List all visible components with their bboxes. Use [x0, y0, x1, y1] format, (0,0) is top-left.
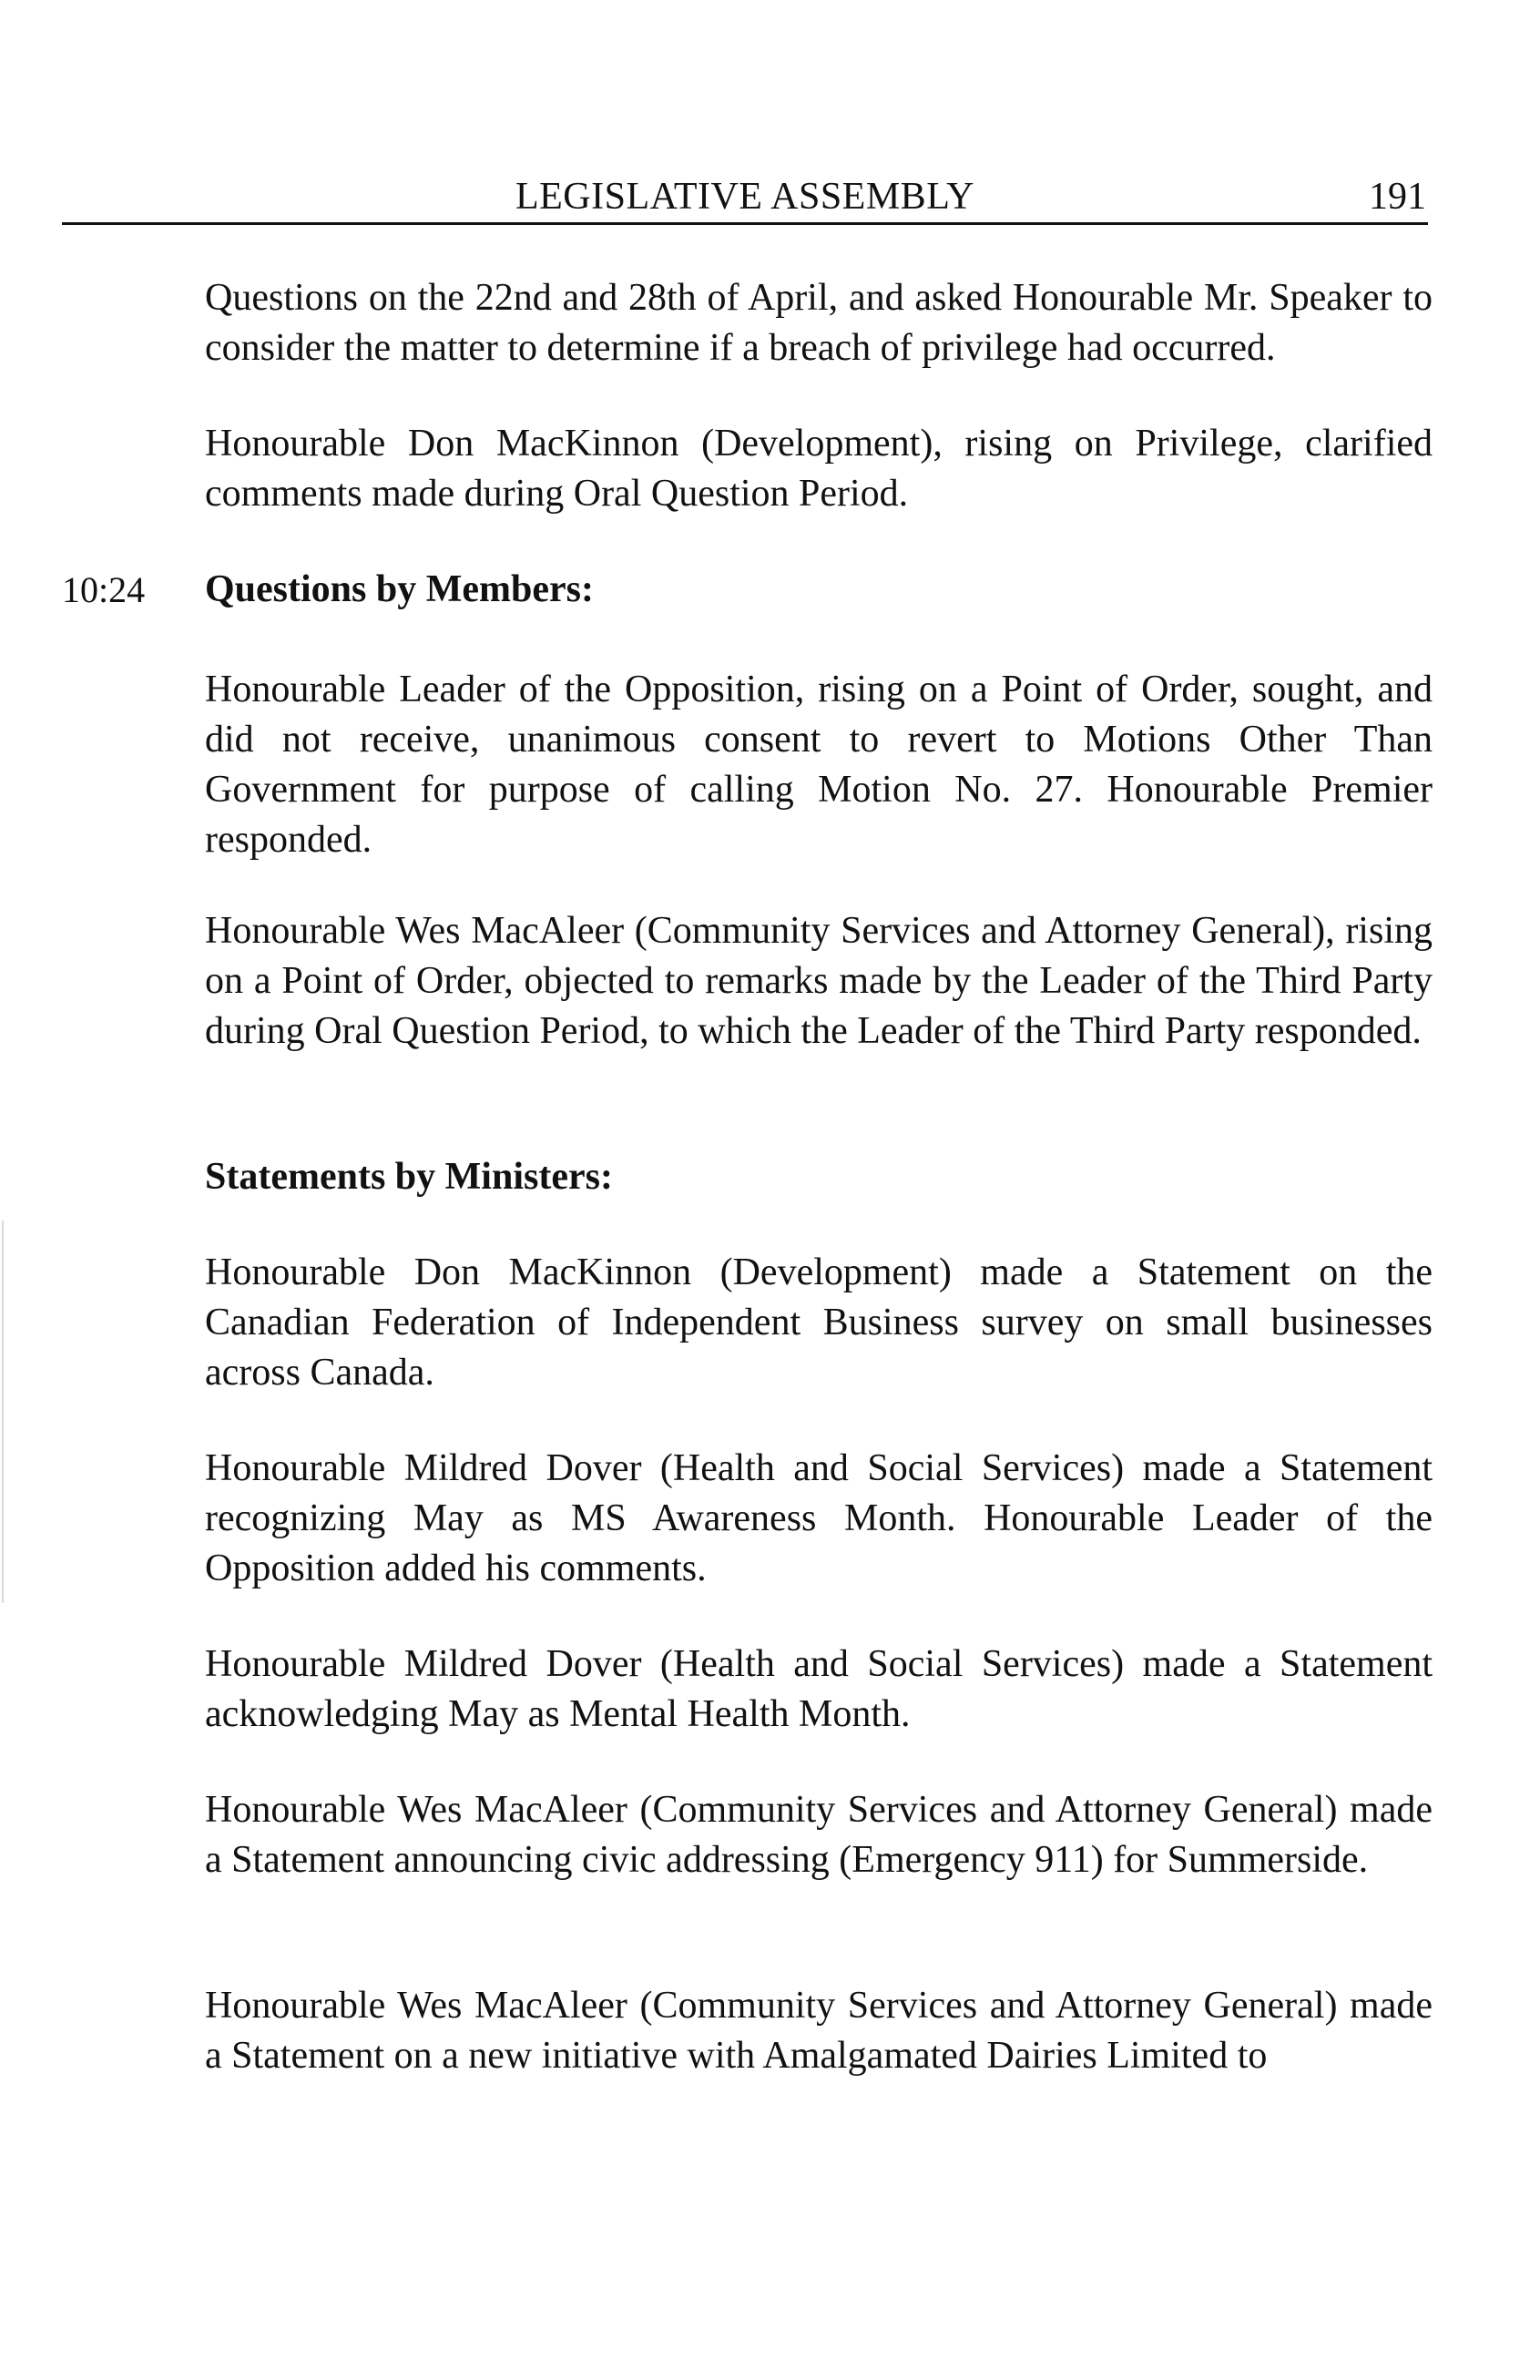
page-header [62, 175, 1428, 230]
paragraph-point-of-order-macaleer: Honourable Wes MacAleer (Community Services and Attorney General), rising on a Point of Order, objected to remarks made by the Leader of the Third Party during Oral Question Period, to which the Leader of the Third Party responded. [205, 910, 1433, 1052]
running-title: LEGISLATIVE ASSEMBLY [515, 176, 974, 218]
header-rule [62, 222, 1428, 225]
paragraph-statement-macaleer-911: Honourable Wes MacAleer (Community Services and Attorney General) made a Statement announcing civic addressing (Emergency 911) for Summerside. [205, 1789, 1433, 1881]
paragraph-statement-mackinnon: Honourable Don MacKinnon (Development) made a Statement on the Canadian Federation of Independent Business survey on small businesses across Canada. [205, 1251, 1433, 1394]
paragraph-statement-dover-mental-health: Honourable Mildred Dover (Health and Social Services) made a Statement acknowledging May as Mental Health Month. [205, 1643, 1433, 1735]
section-heading-questions: Questions by Members: [205, 568, 594, 610]
paragraph-privilege: Honourable Don MacKinnon (Development), rising on Privilege, clarified comments made during Oral Question Period. [205, 423, 1433, 515]
page-number: 191 [1369, 176, 1426, 218]
paragraph-point-of-order-opposition: Honourable Leader of the Opposition, rising on a Point of Order, sought, and did not receive, unanimous consent to revert to Motions Other Than Government for purpose of calling Motion No. 27. Honourable Premier responded. [205, 669, 1433, 861]
paragraph-continuation: Questions on the 22nd and 28th of April, and asked Honourable Mr. Speaker to consider the matter to determine if a breach of privilege had occurred. [205, 277, 1433, 369]
scan-edge-mark [2, 1221, 4, 1603]
paragraph-statement-macaleer-dairies: Honourable Wes MacAleer (Community Services and Attorney General) made a Statement on a new initiative with Amalgamated Dairies Limited to [205, 1985, 1433, 2077]
margin-time-stamp: 10:24 [62, 569, 146, 610]
paragraph-statement-dover-ms: Honourable Mildred Dover (Health and Social Services) made a Statement recognizing May as MS Awareness Month. Honourable Leader of the Opposition added his comments. [205, 1447, 1433, 1589]
section-heading-statements: Statements by Ministers: [205, 1156, 613, 1198]
